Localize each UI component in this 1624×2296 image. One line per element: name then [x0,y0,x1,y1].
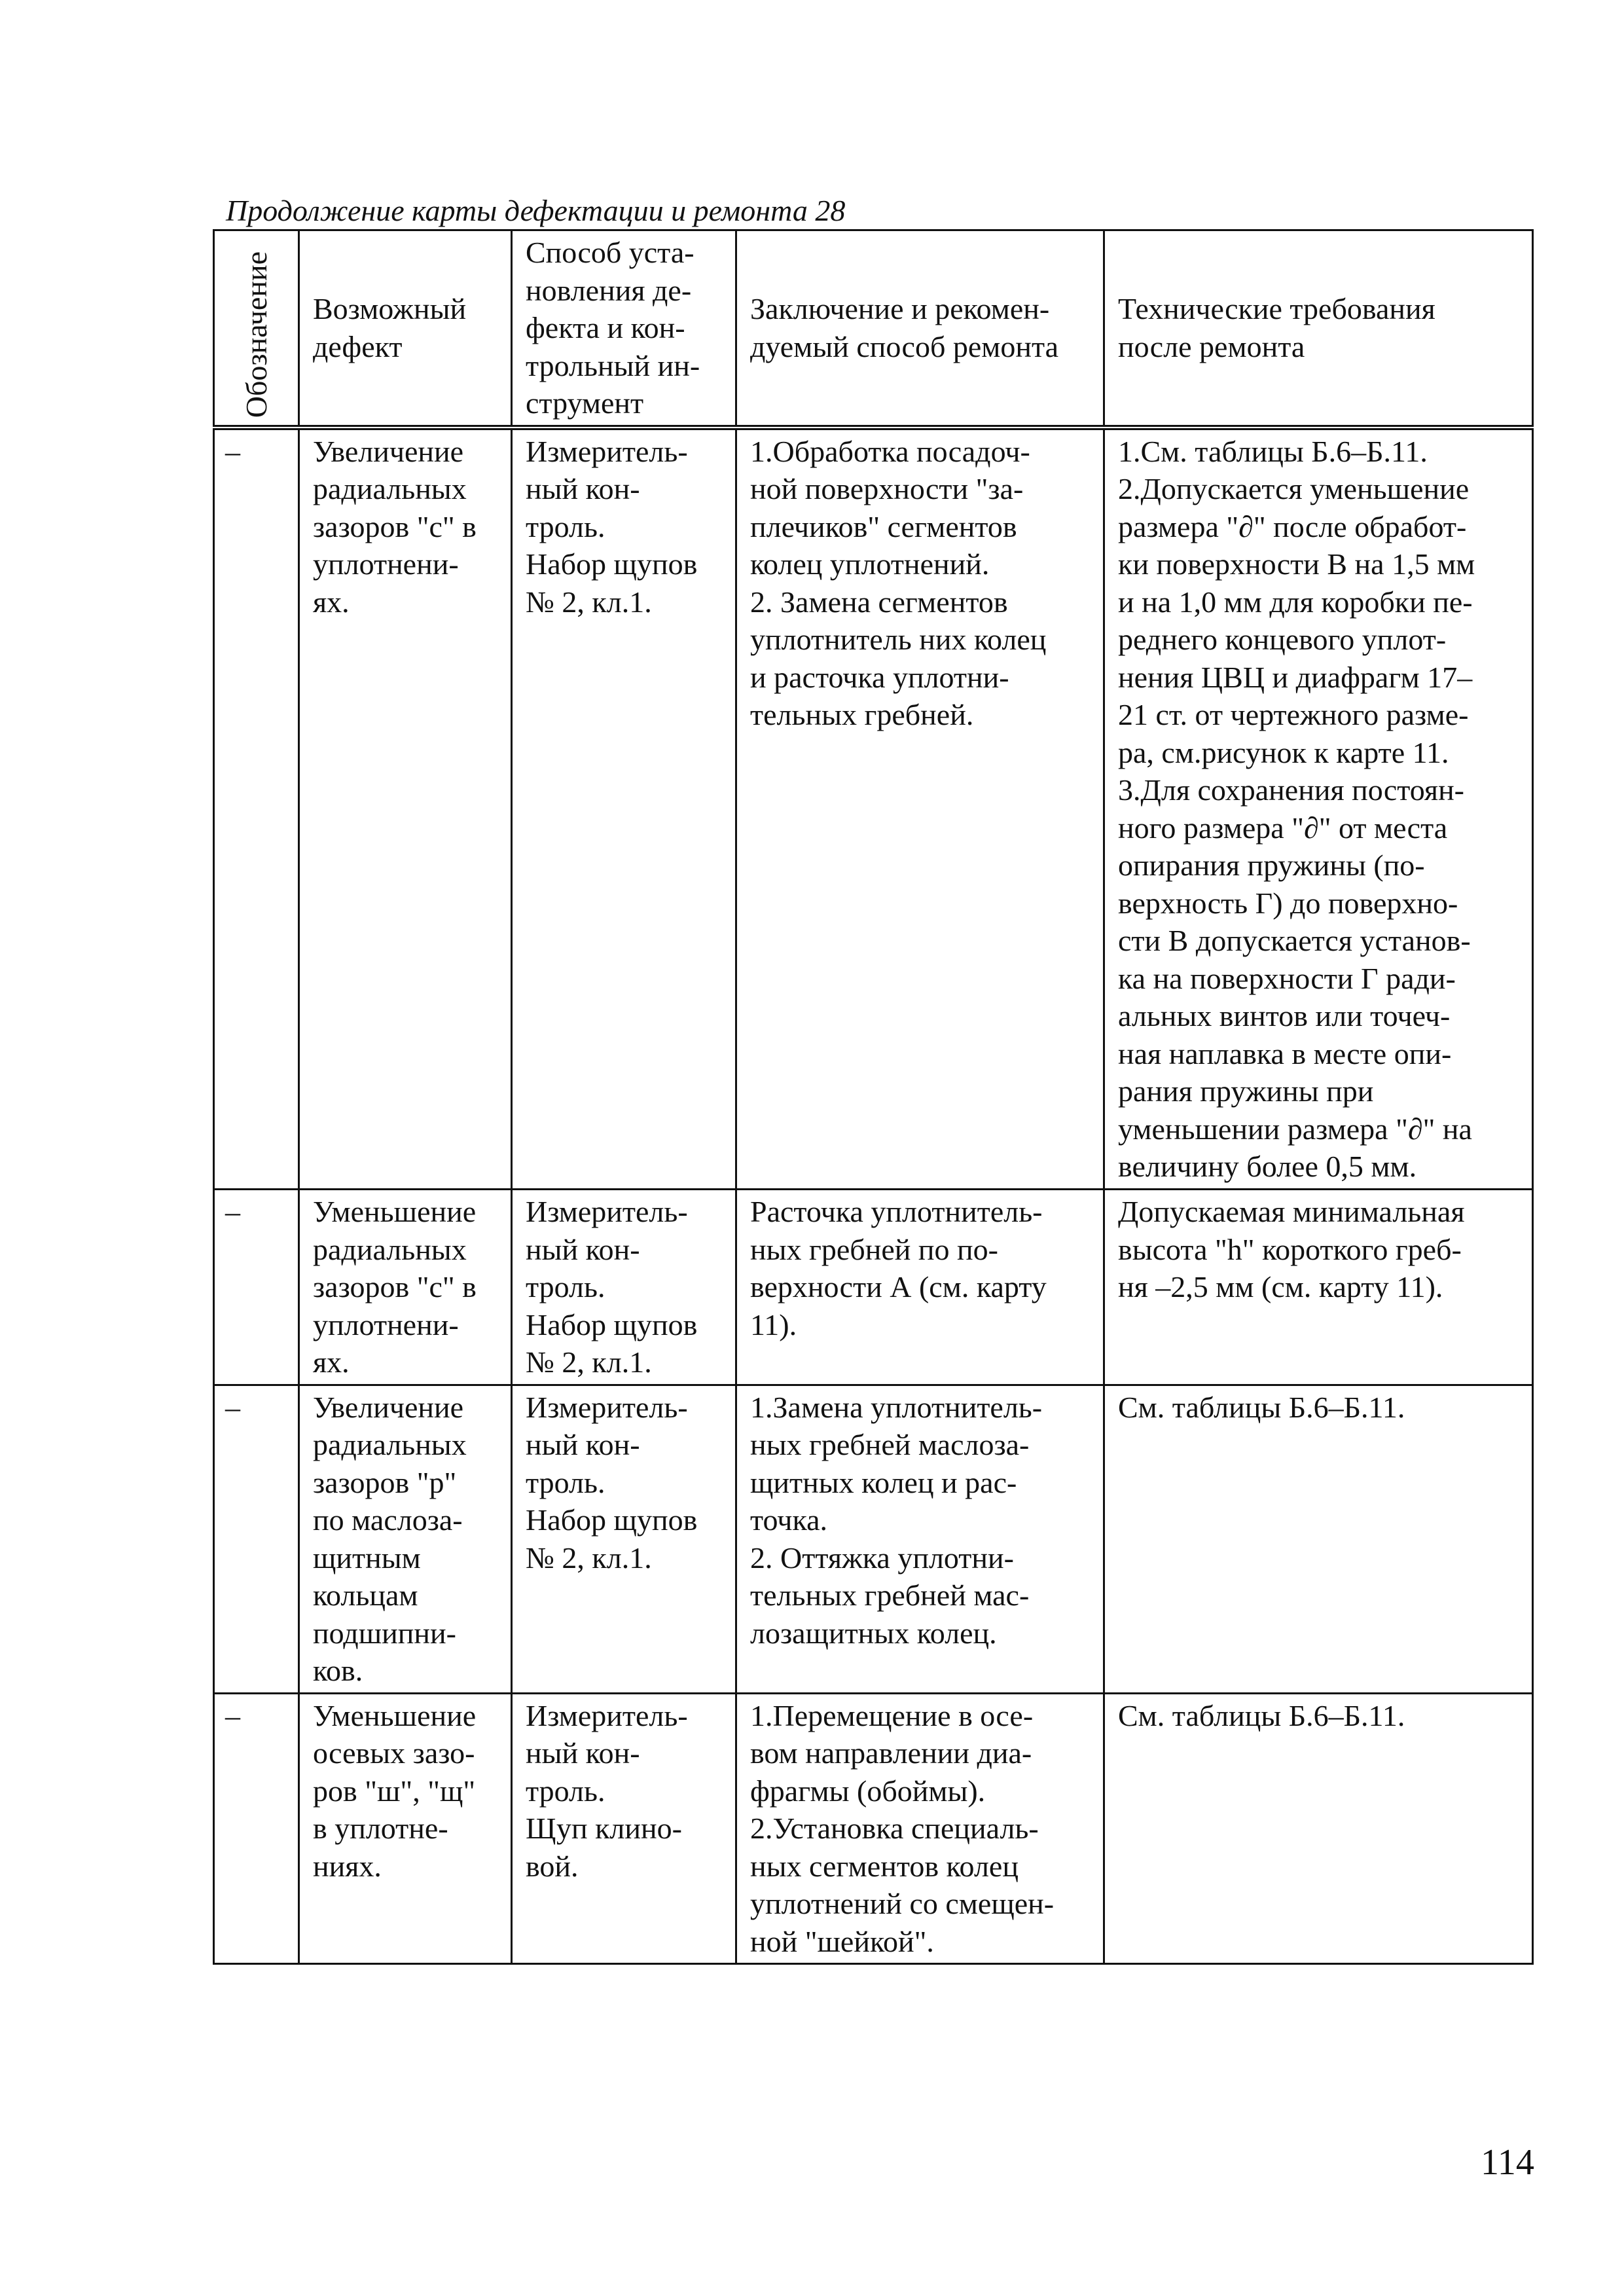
table-header-row [214,230,1533,428]
cell-defect: Уменьшение осевых зазо- ров "ш", "щ" в уплотне- ниях. [299,1693,512,1964]
header-defect: Возможный дефект [299,230,512,428]
header-requirements: Технические требования после ремонта [1104,230,1533,428]
page-number: 114 [1481,2142,1534,2183]
cell-code: – [214,1190,299,1385]
cell-requirements: См. таблицы Б.6–Б.11. [1104,1385,1533,1693]
header-method: Способ уста- новления де- фекта и кон- трольный ин- струмент [512,230,736,428]
table-row [214,1693,1533,1964]
cell-code: – [214,1693,299,1964]
cell-requirements: См. таблицы Б.6–Б.11. [1104,1693,1533,1964]
cell-conclusion: 1.Замена уплотнитель- ных гребней маслоза- щитных колец и рас- точка. 2. Оттяжка уплотни- тельных гребней мас- лозащитных колец. [736,1385,1104,1693]
cell-defect: Уменьшение радиальных зазоров "с" в уплотнени- ях. [299,1190,512,1385]
table-row [214,1190,1533,1385]
cell-defect: Увеличение радиальных зазоров "р" по маслоза- щитным кольцам подшипни- ков. [299,1385,512,1693]
table-row [214,428,1533,1190]
cell-method: Измеритель- ный кон- троль. Набор щупов № 2, кл.1. [512,428,736,1190]
cell-conclusion: 1.Обработка посадоч- ной поверхности "за- плечиков" сегментов колец уплотнений. 2. Замена сегментов уплотнитель них колец и расточка уплотни- тельных гребней. [736,428,1104,1190]
header-code: Обозначение [214,230,299,428]
cell-method: Измеритель- ный кон- троль. Набор щупов № 2, кл.1. [512,1190,736,1385]
cell-requirements: 1.См. таблицы Б.6–Б.11. 2.Допускается уменьшение размера "∂" после обработ- ки поверхности В на 1,5 мм и на 1,0 мм для коробки пе- реднего концевого уплот- нения ЦВЦ и диафрагм 17– 21 ст. от чертежного разме- ра, см.рисунок к карте 11. 3.Для сохранения постоян- ного размера "∂" от места опирания пружины (по- верхность Г) до поверхно- сти В допускается установ- ка на поверхности Г ради- альных винтов или точеч- ная наплавка в месте опи- рания пружины при уменьшении размера "∂" на величину более 0,5 мм. [1104,428,1533,1190]
cell-code: – [214,1385,299,1693]
cell-method: Измеритель- ный кон- троль. Набор щупов № 2, кл.1. [512,1385,736,1693]
header-conclusion: Заключение и рекомен- дуемый способ ремонта [736,230,1104,428]
cell-code: – [214,428,299,1190]
cell-requirements: Допускаемая минимальная высота "h" короткого греб- ня –2,5 мм (см. карту 11). [1104,1190,1533,1385]
table-row [214,1385,1533,1693]
defect-repair-table [213,229,1534,1965]
cell-conclusion: Расточка уплотнитель- ных гребней по по- верхности А (см. карту 11). [736,1190,1104,1385]
cell-conclusion: 1.Перемещение в осе- вом направлении диа- фрагмы (обоймы). 2.Установка специаль- ных сегментов колец уплотнений со смещен- ной "шейкой". [736,1693,1104,1964]
page-caption: Продолжение карты дефектации и ремонта 28 [226,194,846,227]
cell-defect: Увеличение радиальных зазоров "с" в уплотнени- ях. [299,428,512,1190]
cell-method: Измеритель- ный кон- троль. Щуп клино- вой. [512,1693,736,1964]
